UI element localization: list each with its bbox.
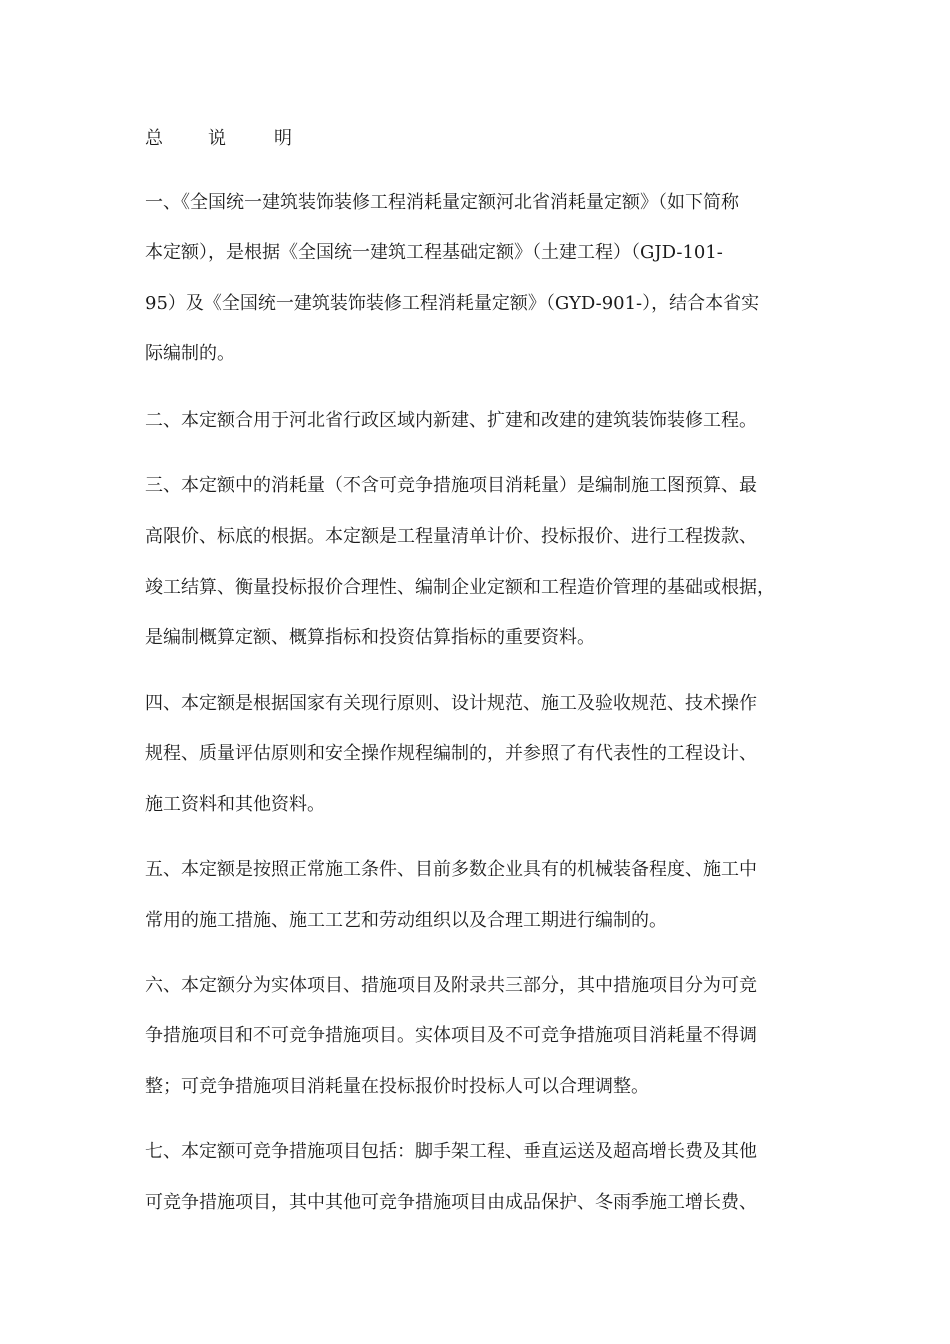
text-line: 际编制的。 — [145, 343, 235, 364]
text-line: 七、本定额可竞争措施项目包括：脚手架工程、垂直运送及超高增长费及其他 — [145, 1141, 757, 1162]
text-line: 可竞争措施项目，其中其他可竞争措施项目由成品保护、冬雨季施工增长费、 — [145, 1192, 757, 1213]
text-line: 竣工结算、衡量投标报价合理性、编制企业定额和工程造价管理的基础或根据， — [145, 577, 775, 598]
title-char: 明 — [274, 128, 292, 149]
text-line: 争措施项目和不可竞争措施项目。实体项目及不可竞争措施项目消耗量不得调 — [145, 1025, 757, 1046]
text-line: 95）及《全国统一建筑装饰装修工程消耗量定额》（GYD-901-），结合本省实 — [145, 293, 760, 314]
text-line: 高限价、标底的根据。本定额是工程量清单计价、投标报价、进行工程拨款、 — [145, 526, 757, 547]
text-line: 二、本定额合用于河北省行政区域内新建、扩建和改建的建筑装饰装修工程。 — [145, 410, 757, 431]
title-char: 总 — [145, 128, 163, 149]
title-char: 说 — [208, 128, 226, 149]
document-title — [145, 124, 292, 150]
text-line: 规程、质量评估原则和安全操作规程编制的，并参照了有代表性的工程设计、 — [145, 743, 757, 764]
text-line: 本定额），是根据《全国统一建筑工程基础定额》（土建工程）（GJD-101- — [145, 242, 723, 263]
text-line: 一、《全国统一建筑装饰装修工程消耗量定额河北省消耗量定额》（如下简称 — [145, 192, 739, 213]
text-line: 施工资料和其他资料。 — [145, 794, 325, 815]
text-line: 整；可竞争措施项目消耗量在投标报价时投标人可以合理调整。 — [145, 1076, 649, 1097]
text-line: 五、本定额是按照正常施工条件、目前多数企业具有的机械装备程度、施工中 — [145, 859, 757, 880]
text-line: 六、本定额分为实体项目、措施项目及附录共三部分，其中措施项目分为可竞 — [145, 975, 757, 996]
text-line: 四、本定额是根据国家有关现行原则、设计规范、施工及验收规范、技术操作 — [145, 693, 757, 714]
text-line: 常用的施工措施、施工工艺和劳动组织以及合理工期进行编制的。 — [145, 910, 667, 931]
text-line: 三、本定额中的消耗量（不含可竞争措施项目消耗量）是编制施工图预算、最 — [145, 475, 757, 496]
text-line: 是编制概算定额、概算指标和投资估算指标的重要资料。 — [145, 627, 595, 648]
